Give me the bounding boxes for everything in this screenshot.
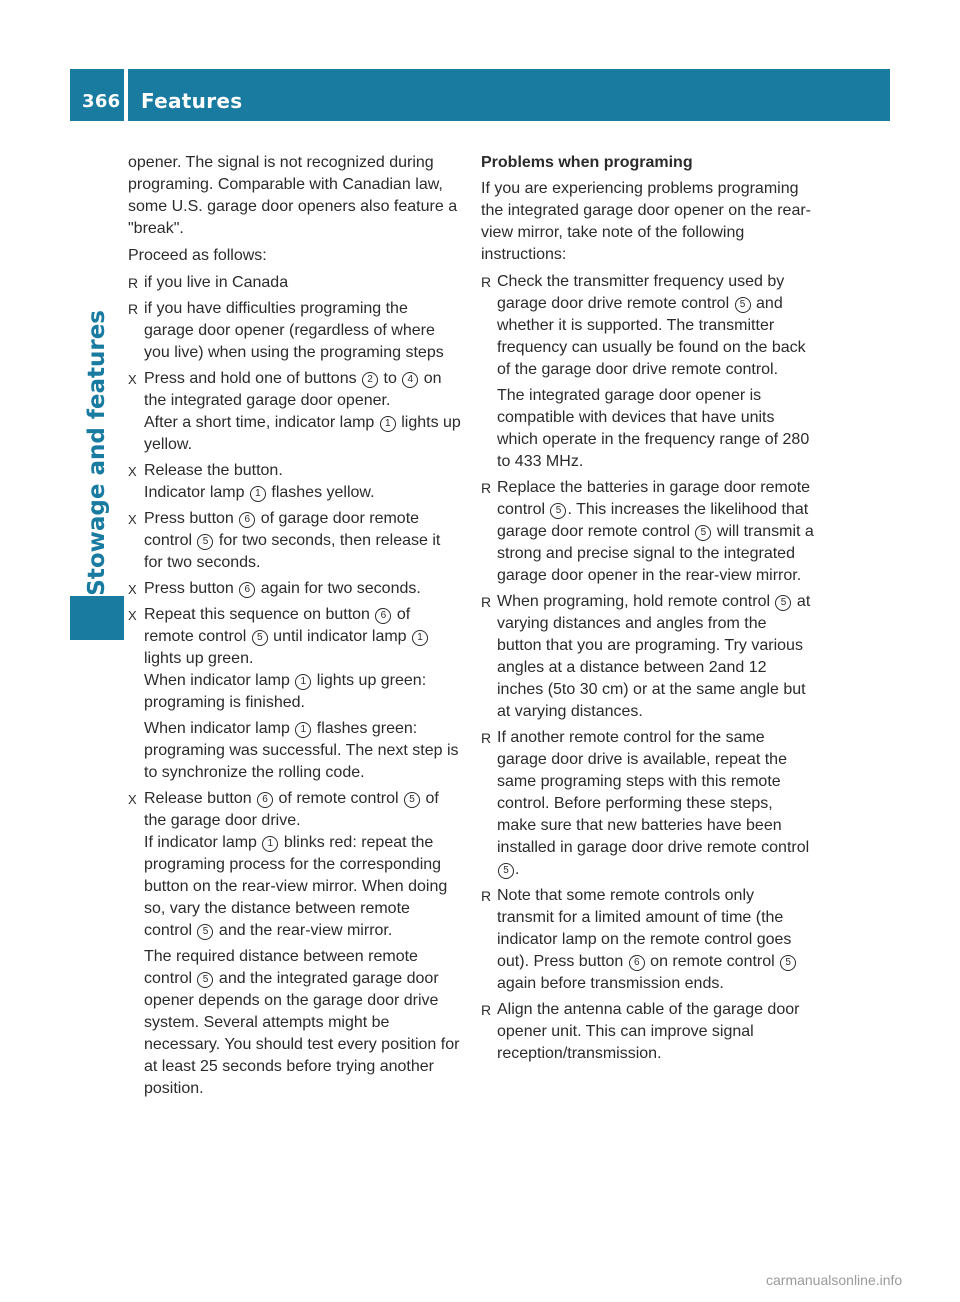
paragraph: If you are experiencing problems programing the integrated garage door opener on the rear-view mirror, take note of the following instructions: (481, 180, 812, 263)
text: If indicator lamp (144, 834, 262, 851)
text: The integrated garage door opener is compatible with devices that have units which operate in the frequency range of 280 to 433 MHz. (497, 387, 810, 470)
bullet-icon: R (481, 274, 492, 290)
bullet-item (481, 999, 815, 1065)
bullet-text: if you live in Canada (144, 274, 289, 291)
callout-icon: 1 (250, 486, 266, 502)
step-item (128, 578, 462, 600)
bullet-icon: R (481, 730, 492, 746)
text: at varying distances and angles from the button that you are programing. Try various angles at a distance between 2and 12 inches (5to 30 cm) or at the same angle but at varying distances. (497, 593, 811, 720)
text: After a short time, indicator lamp (144, 414, 379, 431)
step-note (128, 946, 462, 1100)
text: lights up green. (144, 650, 254, 667)
text: . (515, 861, 520, 878)
bullet-item (481, 727, 815, 881)
step-note (128, 718, 462, 784)
text: of remote control (144, 606, 411, 645)
section-header (128, 69, 890, 121)
text: Press button (144, 510, 239, 527)
bullet-note (481, 385, 815, 473)
text: lights up yellow. (144, 414, 461, 453)
paragraph: opener. The signal is not recognized during programing. Comparable with Canadian law, some U.S. garage door openers also feature a "break". (128, 154, 458, 237)
text: blinks red: repeat the programing process for the corresponding button on the rear-view mirror. When doing so, vary the distance between remote control (144, 834, 448, 939)
text: Align the antenna cable of the garage door opener unit. This can improve signal reception/transmission. (497, 1001, 800, 1062)
callout-icon: 1 (262, 836, 278, 852)
callout-icon: 5 (252, 630, 268, 646)
callout-icon: 5 (775, 595, 791, 611)
side-tab-text: Stowage and features (84, 310, 110, 596)
text: . This increases the likelihood that garage door remote control (497, 501, 809, 540)
text: until indicator lamp (268, 628, 412, 645)
watermark-footer: carmanualsonline.info (766, 1272, 903, 1288)
step-item (128, 460, 462, 504)
bullet-item (481, 477, 815, 587)
text: and whether it is supported. The transmitter frequency can usually be found on the back of the garage door drive remote control. (497, 295, 806, 378)
page-number: 366 (82, 91, 121, 112)
callout-icon: 1 (295, 674, 311, 690)
callout-icon: 2 (362, 372, 378, 388)
step-item (128, 368, 462, 456)
callout-icon: 5 (197, 924, 213, 940)
text: to (379, 370, 402, 387)
callout-icon: 4 (402, 372, 418, 388)
callout-icon: 5 (735, 297, 751, 313)
text: of the garage door drive. (144, 790, 439, 829)
text: lights up green: programing is finished. (144, 672, 427, 711)
bullet-item (128, 298, 462, 364)
callout-icon: 5 (498, 863, 514, 879)
step-item (128, 604, 462, 714)
text: Release the button. (144, 462, 283, 479)
step-arrow-icon: X (128, 464, 137, 479)
callout-icon: 6 (257, 792, 273, 808)
right-column (481, 152, 815, 1069)
bullet-item (128, 272, 462, 294)
text: Repeat this sequence on button (144, 606, 375, 623)
bullet-item (481, 591, 815, 723)
text: again for two seconds. (256, 580, 421, 597)
callout-icon: 5 (695, 525, 711, 541)
callout-icon: 5 (197, 534, 213, 550)
paragraph: Proceed as follows: (128, 247, 267, 264)
step-item (128, 788, 462, 942)
text: of garage door remote control (144, 510, 420, 549)
text: If another remote control for the same garage door drive is available, repeat the same programing steps with this remote control. Before performing these steps, make sure that new batteries have been installed in garage door drive remote control (497, 729, 810, 856)
callout-icon: 6 (629, 955, 645, 971)
callout-icon: 1 (295, 722, 311, 738)
left-column (128, 152, 462, 1104)
text: flashes green: programing was successful. The next step is to synchronize the rolling code. (144, 720, 459, 781)
callout-icon: 1 (412, 630, 428, 646)
bullet-item (481, 885, 815, 995)
text: will transmit a strong and precise signal to the integrated garage door opener in the rear-view mirror. (497, 523, 814, 584)
step-item (128, 508, 462, 574)
step-arrow-icon: X (128, 792, 137, 807)
text: on the integrated garage door opener. (144, 370, 442, 409)
step-arrow-icon: X (128, 372, 137, 387)
section-title: Features (141, 89, 243, 113)
step-arrow-icon: X (128, 582, 137, 597)
callout-icon: 6 (239, 512, 255, 528)
bullet-icon: R (481, 888, 492, 904)
callout-icon: 5 (780, 955, 796, 971)
side-tab-label (82, 126, 112, 596)
side-tab-marker (70, 596, 124, 640)
text: When indicator lamp (144, 720, 295, 737)
text: Press button (144, 580, 239, 597)
bullet-text: if you have difficulties programing the garage door opener (regardless of where you live) when using the programing steps (144, 300, 444, 361)
callout-icon: 5 (550, 503, 566, 519)
section-heading: Problems when programing (481, 154, 693, 171)
step-arrow-icon: X (128, 608, 137, 623)
bullet-icon: R (481, 480, 492, 496)
text: again before transmission ends. (497, 975, 724, 992)
step-arrow-icon: X (128, 512, 137, 527)
bullet-icon: R (481, 594, 492, 610)
callout-icon: 6 (375, 608, 391, 624)
page-number-box (70, 69, 124, 121)
text: Check the transmitter frequency used by garage door drive remote control (497, 273, 785, 312)
bullet-item (481, 271, 815, 381)
text: Replace the batteries in garage door remote control (497, 479, 811, 518)
text: Indicator lamp (144, 484, 249, 501)
text: for two seconds, then release it for two seconds. (144, 532, 441, 571)
text: Press and hold one of buttons (144, 370, 362, 387)
callout-icon: 1 (380, 416, 396, 432)
callout-icon: 6 (239, 582, 255, 598)
bullet-icon: R (128, 275, 139, 291)
bullet-icon: R (128, 301, 139, 317)
bullet-icon: R (481, 1002, 492, 1018)
text: flashes yellow. (266, 484, 375, 501)
text: When indicator lamp (144, 672, 295, 689)
text: and the integrated garage door opener depends on the garage door drive system. Several attempts might be necessary. You should test every position for at least 25 seconds before trying another position. (144, 970, 460, 1097)
text: and the rear-view mirror. (214, 922, 393, 939)
text: Release button (144, 790, 257, 807)
text: The required distance between remote control (144, 948, 418, 987)
text: on remote control (645, 953, 780, 970)
callout-icon: 5 (404, 792, 420, 808)
text: of remote control (274, 790, 404, 807)
callout-icon: 5 (197, 972, 213, 988)
text: When programing, hold remote control (497, 593, 775, 610)
text: Note that some remote controls only transmit for a limited amount of time (the indicator lamp on the remote control goes out). Press button (497, 887, 792, 970)
